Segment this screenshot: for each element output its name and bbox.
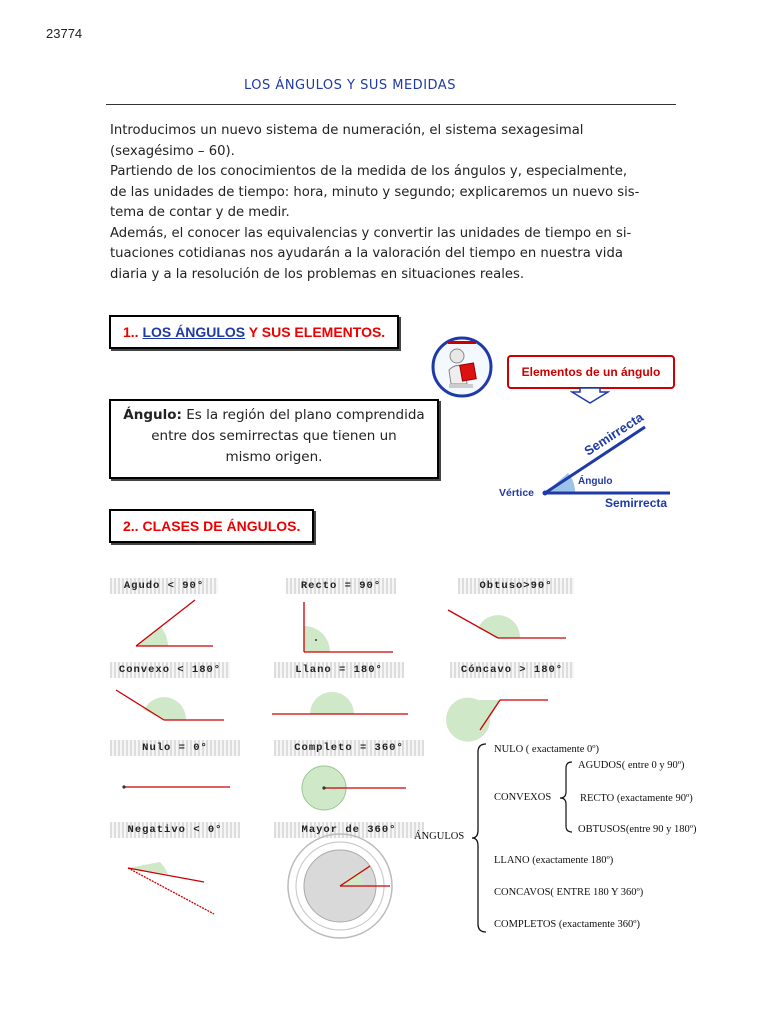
angulo-label: Ángulo (578, 476, 613, 487)
intro-line: tuaciones cotidianas nos ayudarán a la valoración del tiempo en nuestra vida (110, 246, 623, 261)
tree-item-agudos: AGUDOS( entre 0 y 90º) (578, 760, 685, 771)
section-heading-elements (109, 315, 399, 349)
tree-item-concavos: CONCAVOS( ENTRE 180 Y 360º) (494, 887, 644, 898)
straight-angle-figure (272, 692, 408, 714)
semirrecta-top-label: Semirrecta (581, 409, 647, 459)
acute-angle-figure (136, 600, 213, 646)
intro-line: Introducimos un nuevo sistema de numeración, el sistema sexagesimal (110, 123, 584, 138)
section-title-rest: Y SUS ELEMENTOS. (245, 324, 386, 340)
page-title: LOS ÁNGULOS Y SUS MEDIDAS (244, 78, 456, 93)
angle-type-label: Completo = 360° (274, 740, 424, 756)
intro-line: Partiendo de los conocimientos de la medida de los ángulos y, especialmente, (110, 164, 628, 179)
angle-type-label: Nulo = 0° (110, 740, 240, 756)
concave-angle-figure (446, 698, 548, 742)
tree-item-nulo: NULO ( exactamente 0º) (494, 744, 599, 755)
intro-paragraph (110, 121, 675, 285)
elements-of-angle-box: Elementos de un ángulo (507, 355, 675, 389)
full-angle-figure (302, 766, 406, 810)
convex-angle-figure (116, 690, 224, 720)
angle-type-label: Obtuso>90° (458, 578, 574, 594)
title-divider (106, 104, 676, 105)
obtuse-angle-figure (448, 610, 566, 638)
tree-item-convexos: CONVEXOS (494, 792, 552, 803)
null-angle-figure (122, 785, 230, 788)
angle-type-label: Llano = 180° (274, 662, 404, 678)
definition-text: Es la región del plano comprendida (181, 407, 425, 423)
angle-type-label: Recto = 90° (286, 578, 396, 594)
greater-than-360-figure (288, 834, 392, 938)
tree-item-obtusos: OBTUSOS(entre 90 y 180º) (578, 824, 697, 835)
section-heading-classes: 2.. CLASES DE ÁNGULOS. (109, 509, 314, 543)
section-number: 1.. (123, 324, 143, 340)
right-angle-figure (304, 602, 393, 652)
tree-item-recto: RECTO (exactamente 90º) (580, 793, 693, 804)
angle-type-label: Convexo < 180° (110, 662, 230, 678)
tree-item-llano: LLANO (exactamente 180º) (494, 855, 614, 866)
angulos-link[interactable]: LOS ÁNGULOS (142, 324, 246, 340)
angle-definition-box (109, 399, 439, 479)
negative-angle-figure (128, 862, 214, 914)
semirrecta-bottom-label: Semirrecta (605, 496, 668, 510)
document-id: 23774 (46, 26, 83, 41)
intro-line: diaria y a la resolución de los problemas en situaciones reales. (110, 266, 525, 282)
definition-text: mismo origen. (225, 449, 323, 465)
angle-type-label: Mayor de 360° (274, 822, 424, 838)
definition-term: Ángulo: (123, 407, 182, 423)
angle-classification-tree (410, 738, 710, 938)
intro-line: tema de contar y de medir. (110, 205, 290, 220)
angle-type-label: Negativo < 0° (110, 822, 240, 838)
intro-line: Además, el conocer las equivalencias y convertir las unidades de tiempo en si- (110, 225, 632, 241)
tree-root-angulos: ÁNGULOS (414, 831, 465, 842)
definition-text: entre dos semirrectas que tienen un (151, 428, 397, 444)
intro-line: de las unidades de tiempo: hora, minuto y segundo; explicaremos un nuevo sis- (110, 184, 640, 200)
reader-figure-icon (431, 336, 493, 398)
vertice-label: Vértice (499, 487, 535, 499)
angle-elements-diagram (495, 400, 695, 512)
intro-line: (sexagésimo – 60). (110, 143, 235, 159)
tree-item-completos: COMPLETOS (exactamente 360º) (494, 919, 640, 930)
angle-type-label: Agudo < 90° (110, 578, 218, 594)
angle-type-label: Cóncavo > 180° (450, 662, 574, 678)
